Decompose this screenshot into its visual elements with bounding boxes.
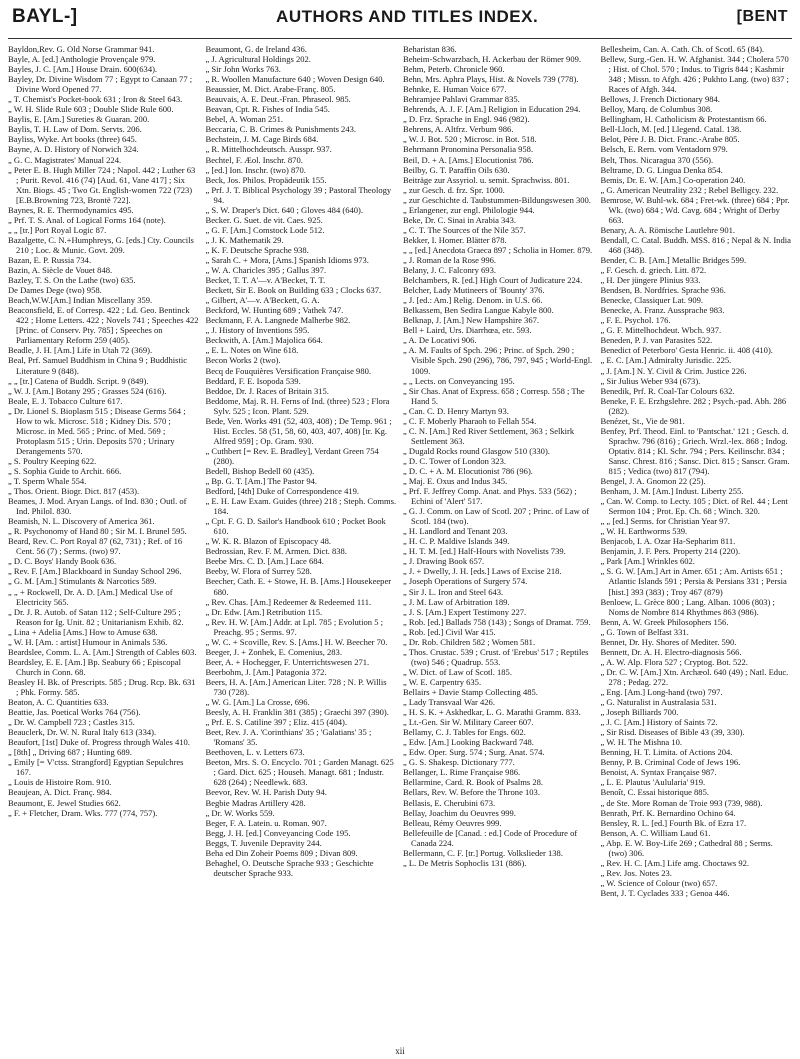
- index-entry: „ C. N. [Am.] Red River Settlement, 363 ; Selkirk Settlement 363.: [403, 425, 575, 446]
- index-entry: Bayles, J. C. [Am.] House Drain. 600(634).: [8, 64, 158, 75]
- index-entry: Belchambers, R. [ed.] High Court of Judicature 224.: [403, 275, 583, 286]
- index-entry: Beckwith, A. [Am.] Majolica 664.: [205, 335, 323, 346]
- index-entry: Benning, H. T. Limita. of Actions 204.: [600, 747, 733, 758]
- index-entry: Bayldon,Rev. G. Old Norse Grammar 941.: [8, 44, 155, 54]
- index-entry: „ D. C. Boys' Handy Book 636.: [8, 556, 117, 567]
- index-entry: „ S. Poultry Keeping 622.: [8, 455, 97, 466]
- index-entry: Beneden, P. J. van Parasites 522.: [600, 335, 713, 346]
- index-entry: „ W. C. + Scoville, Rev. S. [Ams.] H. W. Beecher 70.: [205, 636, 388, 647]
- index-entry: „ T. Chemist's Pocket-book 631 ; Iron & Steel 643.: [8, 94, 183, 105]
- index-entry: Beha ed Din Zoheir Poems 809 ; Divan 809.: [205, 847, 358, 858]
- index-entry: Bedford, [4th] Duke of Correspondence 419.: [205, 486, 360, 497]
- index-entry: „ Joseph Operations of Surgery 574.: [403, 576, 528, 587]
- index-entry: Belleau, Rémy Oeuvres 999.: [403, 817, 502, 828]
- header-right-range: [BENT: [736, 8, 788, 25]
- index-entry: Beccaria, C. B. Crimes & Punishments 243.: [205, 124, 357, 135]
- index-entry: Bazalgette, C. N.+Humphreys, G. [eds.] Cty. Councils 210 ; Loc. & Munic. Govt. 209.: [8, 234, 194, 255]
- index-entry: „ Can. C. D. Henry Martyn 93.: [403, 405, 509, 416]
- index-entry: „ H. S. K. + Askhedkar, L. G. Marathi Gramm. 833.: [403, 707, 581, 718]
- index-entry: „ Rev. F. [Am.] Blackboard in Sunday School 296.: [8, 566, 182, 577]
- index-column-4: [601, 44, 793, 1044]
- index-entry: Behrends, A. J. F. [Am.] Religion in Education 294.: [403, 104, 581, 115]
- index-entry: Beeger, J. + Zonhek, E. Comenius, 283.: [205, 646, 342, 657]
- index-entry: Bell-Lloch, M. [ed.] Llegend. Catal. 138.: [600, 124, 742, 135]
- index-entry: Bent, J. T. Cyclades 333 ; Genoa 446.: [600, 887, 730, 898]
- index-entry: Beadle, J. H. [Am.] Life in Utah 72 (369).: [8, 345, 153, 356]
- index-entry: Beal, Prf. Samuel Buddhism in China 9 ; Buddhistic Literature 9 (848).: [8, 355, 188, 376]
- index-entry: „ Dr. W. Works 559.: [205, 807, 275, 818]
- index-entry: „ W. J. [Am.] Botany 295 ; Grasses 524 (616).: [8, 385, 167, 396]
- index-entry: Becket, T. T. A'—v. A'Becket, T. T.: [205, 275, 326, 286]
- index-entry: „ Sir John Works 763.: [205, 64, 281, 75]
- index-entry: „ Lina + Adelia [Ams.] How to Amuse 638.: [8, 626, 158, 637]
- index-entry: Behramjee Pahlavi Grammar 835.: [403, 94, 520, 105]
- index-entry: „ Emily [= V'ctss. Strangford] Egyptian Sepulchres 167.: [8, 757, 184, 778]
- index-entry: „ Erlangener, zur engl. Philologie 944.: [403, 204, 535, 215]
- index-entry: „ Eng. [Am.] Long-hand (two) 797.: [600, 687, 723, 697]
- index-entry: „ Dr. Edw. [Am.] Retribution 115.: [205, 606, 323, 617]
- index-entry: Beers, H. A. [Am.] American Liter. 728 ; N. P. Willis 730 (728).: [205, 676, 387, 697]
- index-entry: „ W. G. [Am.] La Crosse, 696.: [205, 697, 310, 708]
- index-entry: Bellows, J. French Dictionary 984.: [600, 94, 720, 105]
- index-entry: „ Sir Julius Weber 934 (673).: [600, 375, 701, 386]
- index-entry: Beardsley, E. E. [Am.] Bp. Seabury 66 ; Episcopal Church in Conn. 68.: [8, 656, 181, 677]
- index-entry: „ J. Drawing Book 657.: [403, 556, 485, 567]
- index-entry: „ W. K. R. Blazon of Episcopacy 48.: [205, 536, 332, 547]
- index-entry: Beddard, F. E. Isopoda 539.: [205, 375, 301, 386]
- index-entry: „ W. H. Slide Rule 603 ; Double Slide Rule 600.: [8, 104, 174, 115]
- index-entry: „ E. H. Law Exam. Guides (three) 218 ; Steph. Comms. 184.: [205, 496, 397, 517]
- index-entry: Benny, P. B. Criminal Code of Jews 196.: [600, 757, 741, 768]
- index-entry: Beavan, Cpt. R. Fishes of India 545.: [205, 104, 330, 115]
- index-entry: „ D. Frz. Sprache in Engl. 946 (982).: [403, 114, 530, 125]
- index-entry: „ Can. W. Comp. to Lecty. 105 ; Dict. of Rel. 44 ; Lent Sermon 104 ; Prot. Ep. Ch. 68 ; Winch. 320.: [600, 496, 788, 517]
- index-entry: Benn, A. W. Greek Philosophers 156.: [600, 616, 729, 627]
- index-entry: „ W. E. Carpentry 635.: [403, 676, 482, 687]
- index-entry: „ F. Gesch. d. griech. Litt. 872.: [600, 265, 707, 276]
- index-entry: „ Lady Transvaal War 426.: [403, 697, 495, 708]
- index-entry: Beckett, Sir E. Book on Building 633 ; Clocks 637.: [205, 285, 382, 296]
- index-entry: „ A. M. Faults of Spch. 296 ; Princ. of Spch. 290 ; Visible Spch. 290 (296), 786, 797, 945 ; World-Engl. 1009.: [403, 345, 593, 376]
- index-entry: Benecke, A. Franz. Aussprache 983.: [600, 305, 725, 316]
- index-entry: Behn, Mrs. Aphra Plays, Hist. & Novels 739 (778).: [403, 74, 579, 85]
- index-entry: „ H. Landlord and Tenant 203.: [403, 526, 508, 537]
- index-entry: „ F. E. Psychol. 176.: [600, 315, 671, 326]
- index-entry: Benjamin, J. F. Pers. Property 214 (220).: [600, 546, 741, 557]
- index-entry: „ L. De Metris Sophoclis 131 (886).: [403, 857, 527, 868]
- index-entry: „ Cpt. F. G. D. Sailor's Handbook 610 ; Pocket Book 610.: [205, 516, 386, 537]
- index-entry: „ Sir Chas. Anat of Express. 658 ; Corresp. 558 ; The Hand 5.: [403, 385, 585, 406]
- index-entry: „ „ [tr.] Catena of Buddh. Script. 9 (849).: [8, 375, 149, 386]
- index-entry: Bechstein, J. M. Cage Birds 684.: [205, 134, 319, 145]
- index-entry: Bellarmine, Card. R. Book of Psalms 28.: [403, 777, 544, 788]
- index-entry: Belany, J. C. Falconry 693.: [403, 265, 496, 276]
- index-entry: Beggs, T. Juvenile Depravity 244.: [205, 837, 322, 848]
- index-columns: [8, 44, 792, 1044]
- index-entry: „ zur Gesch. d. frz. Spr. 1000.: [403, 184, 505, 195]
- index-entry: Behnke, E. Human Voice 677.: [403, 84, 507, 95]
- index-entry: „ Gilbert, A'—v. A'Beckett, G. A.: [205, 295, 320, 306]
- index-entry: „ W. H. The Mishna 10.: [600, 737, 683, 748]
- index-entry: „ „ Lects. on Conveyancing 195.: [403, 375, 515, 386]
- index-entry: „ Thos. Crustac. 539 ; Crust. of 'Erebus' 517 ; Reptiles (two) 546 ; Quadrup. 553.: [403, 646, 589, 667]
- index-entry: Beltrame, D. G. Lingua Denka 854.: [600, 164, 723, 175]
- index-entry: Beale, E. J. Tobacco Culture 617.: [8, 395, 123, 406]
- index-entry: Benloew, L. Grèce 800 ; Lang. Alban. 1006 (803) ; Noms de Nombre 814 Rhythmes 863 (986).: [600, 596, 775, 617]
- index-entry: „ G. American Neutrality 232 ; Rebel Belligcy. 232.: [600, 184, 779, 195]
- index-entry: „ zur Geschichte d. Taubstummen-Bildungswesen 300.: [403, 194, 591, 205]
- index-entry: Beames, J. Mod. Aryan Langs. of Ind. 830 ; Outl. of Ind. Philol. 830.: [8, 496, 187, 517]
- index-entry: „ Rob. [ed.] Civil War 415.: [403, 626, 496, 637]
- page-header: [12, 2, 788, 32]
- index-entry: Beet, Rev. J. A. 'Corinthians' 35 ; 'Galatians' 35 ; 'Romans' 35.: [205, 727, 372, 748]
- index-entry: „ J. C. [Am.] History of Saints 72.: [600, 717, 718, 728]
- index-entry: „ L. E. Plautus 'Aulularia' 919.: [600, 777, 706, 788]
- index-entry: Becon Works 2 (two).: [205, 355, 281, 366]
- index-entry: Beerbohm, J. [Am.] Patagonia 372.: [205, 666, 327, 677]
- index-entry: Beheim-Schwarzbach, H. Ackerbau der Römer 909.: [403, 54, 581, 65]
- index-entry: „ Prf. F. Jeffrey Comp. Anat. and Phys. 533 (562) ; Echini of 'Alert' 517.: [403, 486, 577, 507]
- index-entry: Bellermann, C. F. [tr.] Portug. Volkslieder 138.: [403, 847, 563, 858]
- index-entry: Bellairs + Davie Stamp Collecting 485.: [403, 687, 538, 697]
- index-entry: Beaumont, G. de Ireland 436.: [205, 44, 307, 54]
- index-entry: „ J. History of Inventions 595.: [205, 325, 310, 336]
- index-entry: „ G. Naturalist in Australasia 531.: [600, 697, 717, 708]
- index-entry: Benoît, C. Essai historique 885.: [600, 787, 709, 798]
- index-entry: „ Dr. C. W. [Am.] Xtn. Archæol. 640 (49) ; Natl. Educ. 278 ; Pedag. 272.: [600, 666, 789, 687]
- index-entry: „ Edw. [Am.] Looking Backward 748.: [403, 737, 534, 748]
- index-entry: Benecke, Classiquer Lat. 909.: [600, 295, 704, 306]
- index-entry: Belsch, E. Rern. vom Ventadorn 979.: [600, 144, 728, 155]
- index-entry: „ D. C. Tower of London 323.: [403, 455, 506, 466]
- header-title: AUTHORS AND TITLES INDEX.: [276, 7, 539, 26]
- index-entry: „ Dugald Rocks round Glasgow 510 (330).: [403, 445, 550, 456]
- index-entry: Bemrose, W. Buhl-wk. 684 ; Fret-wk. (three) 684 ; Ppr. Wk. (two) 684 ; Wd. Cavg. 684 ; Wright of Derby 663.: [600, 194, 790, 225]
- index-entry: Bellamy, C. J. Tables for Engs. 602.: [403, 727, 526, 738]
- index-entry: „ G. F. Mittelhochdeut. Wbch. 937.: [600, 325, 722, 336]
- index-entry: Beaton, A. C. Quantities 633.: [8, 697, 109, 708]
- index-entry: Benedict of Peterboro' Gesta Henric. ii. 408 (410).: [600, 345, 773, 356]
- index-entry: „ E. L. Notes on Wine 618.: [205, 345, 299, 356]
- index-entry: Beilby, G. T. Paraffin Oils 630.: [403, 164, 510, 175]
- index-entry: Beck, Jos. Philos. Propädeutik 155.: [205, 174, 327, 185]
- index-entry: „ Rev. Chas. [Am.] Redeemer & Redeemed 111.: [205, 596, 372, 607]
- index-entry: Belt, Thos. Nicaragua 370 (556).: [600, 154, 714, 165]
- index-entry: Behrens, A. Altfrz. Verbum 986.: [403, 124, 514, 135]
- index-entry: „ J. [Am.] N. Y. Civil & Crim. Justice 226.: [600, 365, 747, 376]
- index-entry: Beesly, A. H. Franklin 381 (385) ; Graechi 397 (390).: [205, 707, 389, 718]
- index-entry: Benary, A. A. Römische Lautlehre 901.: [600, 224, 736, 235]
- index-entry: Beaumont, E. Jewel Studies 662.: [8, 797, 121, 808]
- index-entry: „ C. T. The Sources of the Nile 357.: [403, 224, 526, 235]
- index-entry: Benoist, A. Syntax Française 987.: [600, 767, 717, 778]
- index-entry: Bedrossian, Rev. F. M. Armen. Dict. 838.: [205, 546, 347, 557]
- index-entry: „ J. K. Mathematik 29.: [205, 234, 284, 245]
- index-entry: „ G. Town of Belfast 331.: [600, 626, 689, 637]
- index-entry: „ W. Science of Colour (two) 657.: [600, 877, 718, 888]
- index-entry: „ Sir Risd. Diseases of Bible 43 (39, 330).: [600, 727, 745, 738]
- index-entry: Beer, A. + Hochegger, F. Unterrichtswesen 271.: [205, 656, 370, 667]
- index-entry: „ S. W. Draper's Dict. 640 ; Gloves 484 (640).: [205, 204, 363, 215]
- index-entry: „ H. Der jüngere Plinius 933.: [600, 275, 701, 286]
- index-entry: Bechtel, F. Æol. Inschr. 870.: [205, 154, 303, 165]
- index-entry: Belot, Père J. B. Dict. Franc.-Arabe 805.: [600, 134, 740, 145]
- index-entry: Bellew, Surg.-Gen. H. W. Afghanist. 344 ; Cholera 570 ; Hist. of Chol. 570 ; Indus. to Tigris 844 ; Kashmir 348 ; Missn. to Afgh. 426 ; Pukhto Lang. (two) 837 ; Races of Afgh. 344.: [600, 54, 789, 95]
- index-entry: „ K. F. Deutsche Sprache 938.: [205, 244, 309, 255]
- index-entry: Bayliss, Wyke. Art books (three) 645.: [8, 134, 137, 145]
- index-entry: „ Edw. Oper. Surg. 574 ; Surg. Anat. 574.: [403, 747, 545, 758]
- index-entry: Bensley, R. L. [ed.] Fourth Bk. of Ezra 17.: [600, 817, 747, 828]
- index-entry: Beneke, F. E. Erzhgslehre. 282 ; Psych.-pad. Abh. 286 (282).: [600, 395, 787, 416]
- index-entry: „ A. W. Alp. Flora 527 ; Cryptog. Bot. 522.: [600, 656, 748, 667]
- index-entry: „ F. + Fletcher, Dram. Wks. 777 (774, 757).: [8, 807, 158, 818]
- index-entry: Bender, C. B. [Am.] Metallic Bridges 599.: [600, 254, 747, 265]
- index-column-1: [8, 44, 200, 1044]
- index-entry: „ C. F. Moberly Pharaoh to Fellah 554.: [403, 415, 537, 426]
- index-entry: Bennet, Dr. Hy. Shores of Mediter. 590.: [600, 636, 737, 647]
- index-entry: Belknap, J. [Am.] New Hampshire 367.: [403, 315, 540, 326]
- index-entry: „ G. C. Magistrates' Manual 224.: [8, 154, 122, 165]
- index-entry: „ „ [ed.] Anecdota Graeca 897 ; Scholia in Homer. 879.: [403, 244, 593, 255]
- index-entry: „ „ [tr.] Port Royal Logic 87.: [8, 224, 107, 235]
- index-entry: „ [ed.] Ion. Inschr. (two) 870.: [205, 164, 306, 175]
- index-entry: Beauvais, A. E. Deut.-Fran. Phraseol. 985.: [205, 94, 351, 105]
- index-entry: Beddoe, Dr. J. Races of Britain 315.: [205, 385, 329, 396]
- index-entry: Beeton, Mrs. S. O. Encyclo. 701 ; Garden Managt. 625 ; Gard. Dict. 625 ; Househ. Managt. 681 ; Industr. 628 (264) ; Needlewk. 683.: [205, 757, 394, 788]
- index-entry: Baylis, T. H. Law of Dom. Servts. 206.: [8, 124, 142, 135]
- index-entry: „ W. H. [Am. : artist] Humour in Animals 536.: [8, 636, 168, 647]
- index-entry: „ Maj. E. Oxus and Indus 345.: [403, 476, 508, 487]
- index-entry: Beckmann, F. A. Langnede Malherbe 982.: [205, 315, 351, 326]
- index-entry: „ Abp. E. W. Boy-Life 269 ; Cathedral 88 ; Serms. (two) 306.: [600, 837, 773, 858]
- index-entry: Begg, J. H. [ed.] Conveyancing Code 195.: [205, 827, 351, 838]
- index-entry: Beamish, N. L. Discovery of America 361.: [8, 516, 155, 527]
- index-entry: „ J. S. [Am.] Expert Testimony 227.: [403, 606, 527, 617]
- index-entry: Beach,W.W.[Am.] Indian Miscellany 359.: [8, 295, 153, 306]
- index-entry: „ R. Woollen Manufacture 640 ; Woven Design 640.: [205, 74, 385, 85]
- index-entry: „ G. F. [Am.] Comstock Lode 512.: [205, 224, 325, 235]
- index-entry: Beethoven, L. v. Letters 673.: [205, 747, 305, 758]
- index-column-2: [206, 44, 398, 1044]
- index-entry: „ Louis de Histoire Rom. 910.: [8, 777, 112, 788]
- index-entry: Bazan, E. P. Russia 734.: [8, 254, 92, 265]
- index-entry: „ Thos. Orient. Biogr. Dict. 817 (453).: [8, 486, 140, 497]
- index-entry: „ Rob. [ed.] Ballads 758 (143) ; Songs of Dramat. 759.: [403, 616, 591, 627]
- index-entry: „ J. M. Law of Arbitration 189.: [403, 596, 510, 607]
- index-entry: Beharistan 836.: [403, 44, 457, 54]
- index-entry: Beaujean, A. Dict. Franç. 984.: [8, 787, 112, 798]
- index-entry: „ „ + Rockwell, Dr. A. D. [Am.] Medical Use of Electricity 565.: [8, 586, 173, 607]
- index-entry: Beil, D. + A. [Ams.] Elocutionist 786.: [403, 154, 534, 165]
- index-entry: Behm, Peterb. Chronicle 960.: [403, 64, 505, 75]
- index-entry: Bendall, C. Catal. Buddh. MSS. 816 ; Nepal & N. India 468 (348).: [600, 234, 791, 255]
- index-entry: „ H. C. P. Maldive Islands 349.: [403, 536, 510, 547]
- index-entry: Beaufort, [1st] Duke of. Progress through Wales 410.: [8, 737, 190, 748]
- index-entry: Beiträge zur Assyriol. u. semit. Sprachwiss. 801.: [403, 174, 570, 185]
- index-entry: „ Rev. H. C. [Am.] Life amg. Choctaws 92.: [600, 857, 750, 868]
- index-entry: Beasley H. Bk. of Prescripts. 585 ; Drug. Rcp. Bk. 631 ; Phk. Formy. 585.: [8, 676, 196, 697]
- index-entry: Bellay, Joachim du Oeuvres 999.: [403, 807, 516, 818]
- index-entry: Beevor, Rev. W. H. Parish Duty 94.: [205, 787, 327, 798]
- index-entry: „ E. C. [Am.] Admiralty Jurisdic. 225.: [600, 355, 732, 366]
- index-entry: Bellesheim, Can. A. Cath. Ch. of Scotl. 65 (84).: [600, 44, 765, 54]
- index-entry: „ Lt.-Gen. Sir W. Military Career 607.: [403, 717, 534, 728]
- index-entry: „ de Ste. More Roman de Troie 993 (739, 988).: [600, 797, 763, 808]
- index-entry: „ G. M. [Am.] Stimulants & Narcotics 589.: [8, 576, 157, 587]
- index-entry: „ Park [Am.] Wrinkles 602.: [600, 556, 695, 567]
- index-entry: Bellasis, E. Cherubini 673.: [403, 797, 496, 808]
- index-entry: „ Sarah C. + Mora, [Ams.] Spanish Idioms 973.: [205, 254, 369, 265]
- index-entry: „ Dr. J. R. Autob. of Satan 112 ; Self-Culture 295 ; Reason for Ig. Unit. 82 ; Unitarianism Exhib. 82.: [8, 606, 184, 627]
- index-entry: „ W. H. Earthworms 539.: [600, 526, 688, 537]
- index-entry: Benham, J. M. [Am.] Indust. Liberty 255.: [600, 486, 744, 497]
- index-entry: Bellars, Rev. W. Before the Throne 103.: [403, 787, 540, 798]
- index-entry: Baylis, E. [Am.] Sureties & Guaran. 200.: [8, 114, 150, 125]
- header-left-range: BAYL-]: [12, 6, 78, 27]
- index-entry: Bellefeuille de [Canad. : ed.] Code of Procedure of Canada 224.: [403, 827, 578, 848]
- index-entry: Beaussier, M. Dict. Arabe-Franç. 805.: [205, 84, 336, 95]
- index-entry: Benson, A. C. William Laud 61.: [600, 827, 711, 838]
- index-entry: Behaghel, O. Deutsche Sprache 933 ; Geschichte deutscher Sprache 933.: [205, 857, 374, 878]
- index-entry: Beebe Mrs. C. D. [Am.] Lace 684.: [205, 556, 324, 567]
- index-entry: Beecher, Cath. E. + Stowe, H. B. [Ams.] Housekeeper 680.: [205, 576, 392, 597]
- index-entry: Bebel, A. Woman 251.: [205, 114, 283, 125]
- index-entry: „ H. T. M. [ed.] Half-Hours with Novelists 739.: [403, 546, 566, 557]
- index-entry: „ W. Dict. of Law of Scotl. 185.: [403, 666, 512, 677]
- index-entry: Belloy, Marq. de Columbus 308.: [600, 104, 713, 115]
- index-entry: Beauclerk, Dr. W. N. Rural Italy 613 (334).: [8, 727, 157, 738]
- index-entry: Bengel, J. A. Gnomon 22 (25).: [600, 476, 706, 487]
- index-entry: Begbie Madras Artillery 428.: [205, 797, 306, 808]
- index-entry: „ S. Sophia Guide to Archit. 666.: [8, 465, 122, 476]
- index-entry: Beaconsfield, E. of Corresp. 422 ; Ld. Geo. Bentinck 422 ; Home Letters. 422 ; Novels 741 ; Speeches 422 [Princ. of Conserv. Pty. 785] ; Speeches on Parliamentary Reform 259 (405).: [8, 305, 199, 346]
- index-entry: „ Prf. T. S. Anal. of Logical Forms 164 (note).: [8, 214, 166, 225]
- index-entry: „ S. G. W. [Am.] Art in Amer. 651 ; Am. Artists 651 ; Atlantic Islands 591 ; Persia & Persians 331 ; Persia [hist.] 393 (383) ; Troy 467 (879): [600, 566, 787, 597]
- index-entry: Bell + Laird, Urs. Diarrhœa, etc. 593.: [403, 325, 532, 336]
- index-entry: Beard, Rev. C. Port Royal 87 (62, 731) ; Ref. of 16 Cent. 56 (7) ; Serms. (two) 97.: [8, 536, 183, 557]
- index-entry: Bazley, T. S. On the Lathe (two) 635.: [8, 275, 136, 286]
- index-entry: Bedell, Bishop Bedell 60 (435).: [205, 465, 315, 476]
- index-entry: Bellingham, H. Catholicism & Protestantism 66.: [600, 114, 767, 125]
- index-entry: „ [8th] „ Driving 687 ; Hunting 689.: [8, 747, 132, 758]
- index-entry: Benézet, St., Vie de 981.: [600, 415, 685, 426]
- index-entry: Bayle, A. [ed.] Anthologie Provençale 979.: [8, 54, 156, 65]
- index-entry: Becker. G. Suet. de vit. Caes. 925.: [205, 214, 323, 225]
- index-entry: „ G. J. Comm. on Law of Scotl. 207 ; Princ. of Law of Scotl. 184 (two).: [403, 506, 590, 527]
- index-entry: Belcher, Lady Mutineers of 'Bounty' 376.: [403, 285, 545, 296]
- index-entry: „ W. J. Bot. 520 ; Microsc. in Bot. 518.: [403, 134, 537, 145]
- index-entry: Beger, F. A. Latein. u. Roman. 907.: [205, 817, 327, 828]
- index-entry: „ Rev. Jos. Notes 23.: [600, 867, 672, 878]
- index-entry: „ R. Psychonomy of Hand 80 ; Sir M. I. Brunel 595.: [8, 526, 187, 537]
- index-entry: „ Cuthbert [= Rev. E. Bradley], Verdant Green 754 (280).: [205, 445, 379, 466]
- index-entry: Benjacob, I. A. Ozar Ha-Sepharim 811.: [600, 536, 736, 547]
- index-entry: Belkassem, Ben Sedira Langue Kabyle 800.: [403, 305, 554, 316]
- index-entry: „ G. S. Shakesp. Dictionary 777.: [403, 757, 515, 768]
- index-entry: „ J. + Dwelly, J. H. [eds.] Laws of Excise 218.: [403, 566, 562, 577]
- index-entry: Bayne, A. D. History of Norwich 324.: [8, 144, 139, 155]
- index-entry: Becq de Fouquières Versification Française 980.: [205, 365, 372, 376]
- index-entry: „ Dr. W. Campbell 723 ; Castles 315.: [8, 717, 135, 728]
- index-entry: „ D. C. + A. M. Elocutionist 786 (96).: [403, 465, 533, 476]
- index-entry: „ Dr. Lionel S. Bioplasm 515 ; Disease Germs 564 ; How to wk. Microsc. 518 ; Kidney Dis. 570 ; Microsc. in Med. 565 ; Princ. of Med. 569 ; Protoplasm 515 ; Urin. Deposits 570 ; Urinary Derangements 570.: [8, 405, 186, 456]
- index-entry: „ Joseph Billiards 700.: [600, 707, 679, 718]
- header-rule: [8, 38, 792, 39]
- index-entry: Baynes, R. E. Thermodynamics 495.: [8, 204, 134, 215]
- page-number: xii: [395, 1046, 405, 1056]
- index-entry: Beattie, Jas. Poetical Works 764 (756).: [8, 707, 141, 718]
- index-entry: Beckford, W. Hunting 689 ; Vathek 747.: [205, 305, 344, 316]
- index-entry: „ W. A. Charicles 395 ; Gallus 397.: [205, 265, 327, 276]
- index-entry: „ Rev. H. W. [Am.] Addr. at Lpl. 785 ; Evolution 5 ; Preachg. 95 ; Serms. 97.: [205, 616, 383, 637]
- index-entry: „ Bp. G. T. [Am.] The Pastor 94.: [205, 476, 318, 487]
- index-entry: „ Prf. E. S. Catiline 397 ; Eliz. 415 (404).: [205, 717, 347, 728]
- index-entry: Bemis, Dr. E. W. [Am.] Co-operation 240.: [600, 174, 746, 185]
- index-entry: Bede, Ven. Works 491 (52, 403, 408) ; De Temp. 961 ; Hist. Eccles. 58 (51, 58, 60, 403, 407, 408) [tr. Kg. Alfred 959] ; Op. Gram. 930.: [205, 415, 392, 446]
- index-entry: „ „ [ed.] Serms. for Christian Year 97.: [600, 516, 730, 527]
- index-entry: „ Peter E. B. Hugh Miller 724 ; Napol. 442 ; Luther 63 ; Purit. Revol. 416 (74) [Aud. 61, Vane 417] ; Six Xtn. Biogs. 45 ; Two Gt. English-women 722 (723) [E.B.Browning 723, Brontë 722].: [8, 164, 196, 205]
- index-entry: „ R. Mittelhochdeutsch. Ausspr. 937.: [205, 144, 332, 155]
- index-entry: Bekker, I. Homer. Blätter 878.: [403, 234, 507, 245]
- index-entry: Bennett, Dr. A. H. Electro-diagnosis 566.: [600, 646, 742, 657]
- index-entry: Behrmann Pronomina Personalia 958.: [403, 144, 534, 155]
- index-entry: De Dames Dege (two) 958.: [8, 285, 102, 296]
- index-entry: Benedik, Prf. R. Coal-Tar Colours 632.: [600, 385, 735, 396]
- index-entry: Benrath, Prf. K. Bernardino Ochino 64.: [600, 807, 736, 818]
- index-entry: „ A. De Locativi 906.: [403, 335, 477, 346]
- index-entry: „ J. [ed.: Am.] Relig. Denom. in U.S. 66.: [403, 295, 543, 306]
- index-entry: „ Dr. Rob. Children 582 ; Women 581.: [403, 636, 536, 647]
- index-entry: Beeby, W. Flora of Surrey 528.: [205, 566, 312, 577]
- index-entry: Beardslee, Comm. L. A. [Am.] Strength of Cables 603.: [8, 646, 197, 657]
- index-entry: Beddome, Maj. R. H. Ferns of Ind. (three) 523 ; Flora Sylv. 525 ; Icon. Plant. 529.: [205, 395, 390, 416]
- index-entry: „ J. Roman de la Rose 996.: [403, 254, 497, 265]
- index-entry: „ J. Agricultural Holdings 202.: [205, 54, 311, 65]
- index-entry: Bellanger, L. Rime Française 986.: [403, 767, 521, 778]
- index-entry: Bendsen, B. Nordfries. Sprache 936.: [600, 285, 726, 296]
- index-entry: Benfey, Prf. Theod. Einl. to 'Pantschat.' 121 ; Gesch. d. Sprachw. 796 (816) ; Griech. Wrzl.-lex. 868 ; Indog. Optativ. 814 ; Kl. Schr. 794 ; Pers. Keilinschr. 834 ; Sansc. Chrest. 816 ; Sansc. Dict. 815 ; Sanscr. Gram. 815 ; Vedica (two) 817 (794).: [600, 425, 790, 476]
- index-column-3: [403, 44, 595, 1044]
- index-entry: „ Prf. J. T. Biblical Psychology 39 ; Pastoral Theology 94.: [205, 184, 392, 205]
- index-entry: „ Sir J. L. Iron and Steel 643.: [403, 586, 504, 597]
- index-entry: Bayley, Dr. Divine Wisdom 77 ; Egypt to Canaan 77 ; Divine Word Opened 77.: [8, 74, 193, 95]
- index-entry: Bazin, A. Siècle de Vouet 848.: [8, 265, 113, 276]
- index-entry: Beke, Dr. C. Sinai in Arabia 343.: [403, 214, 516, 225]
- index-entry: „ T. Sperm Whale 554.: [8, 476, 87, 487]
